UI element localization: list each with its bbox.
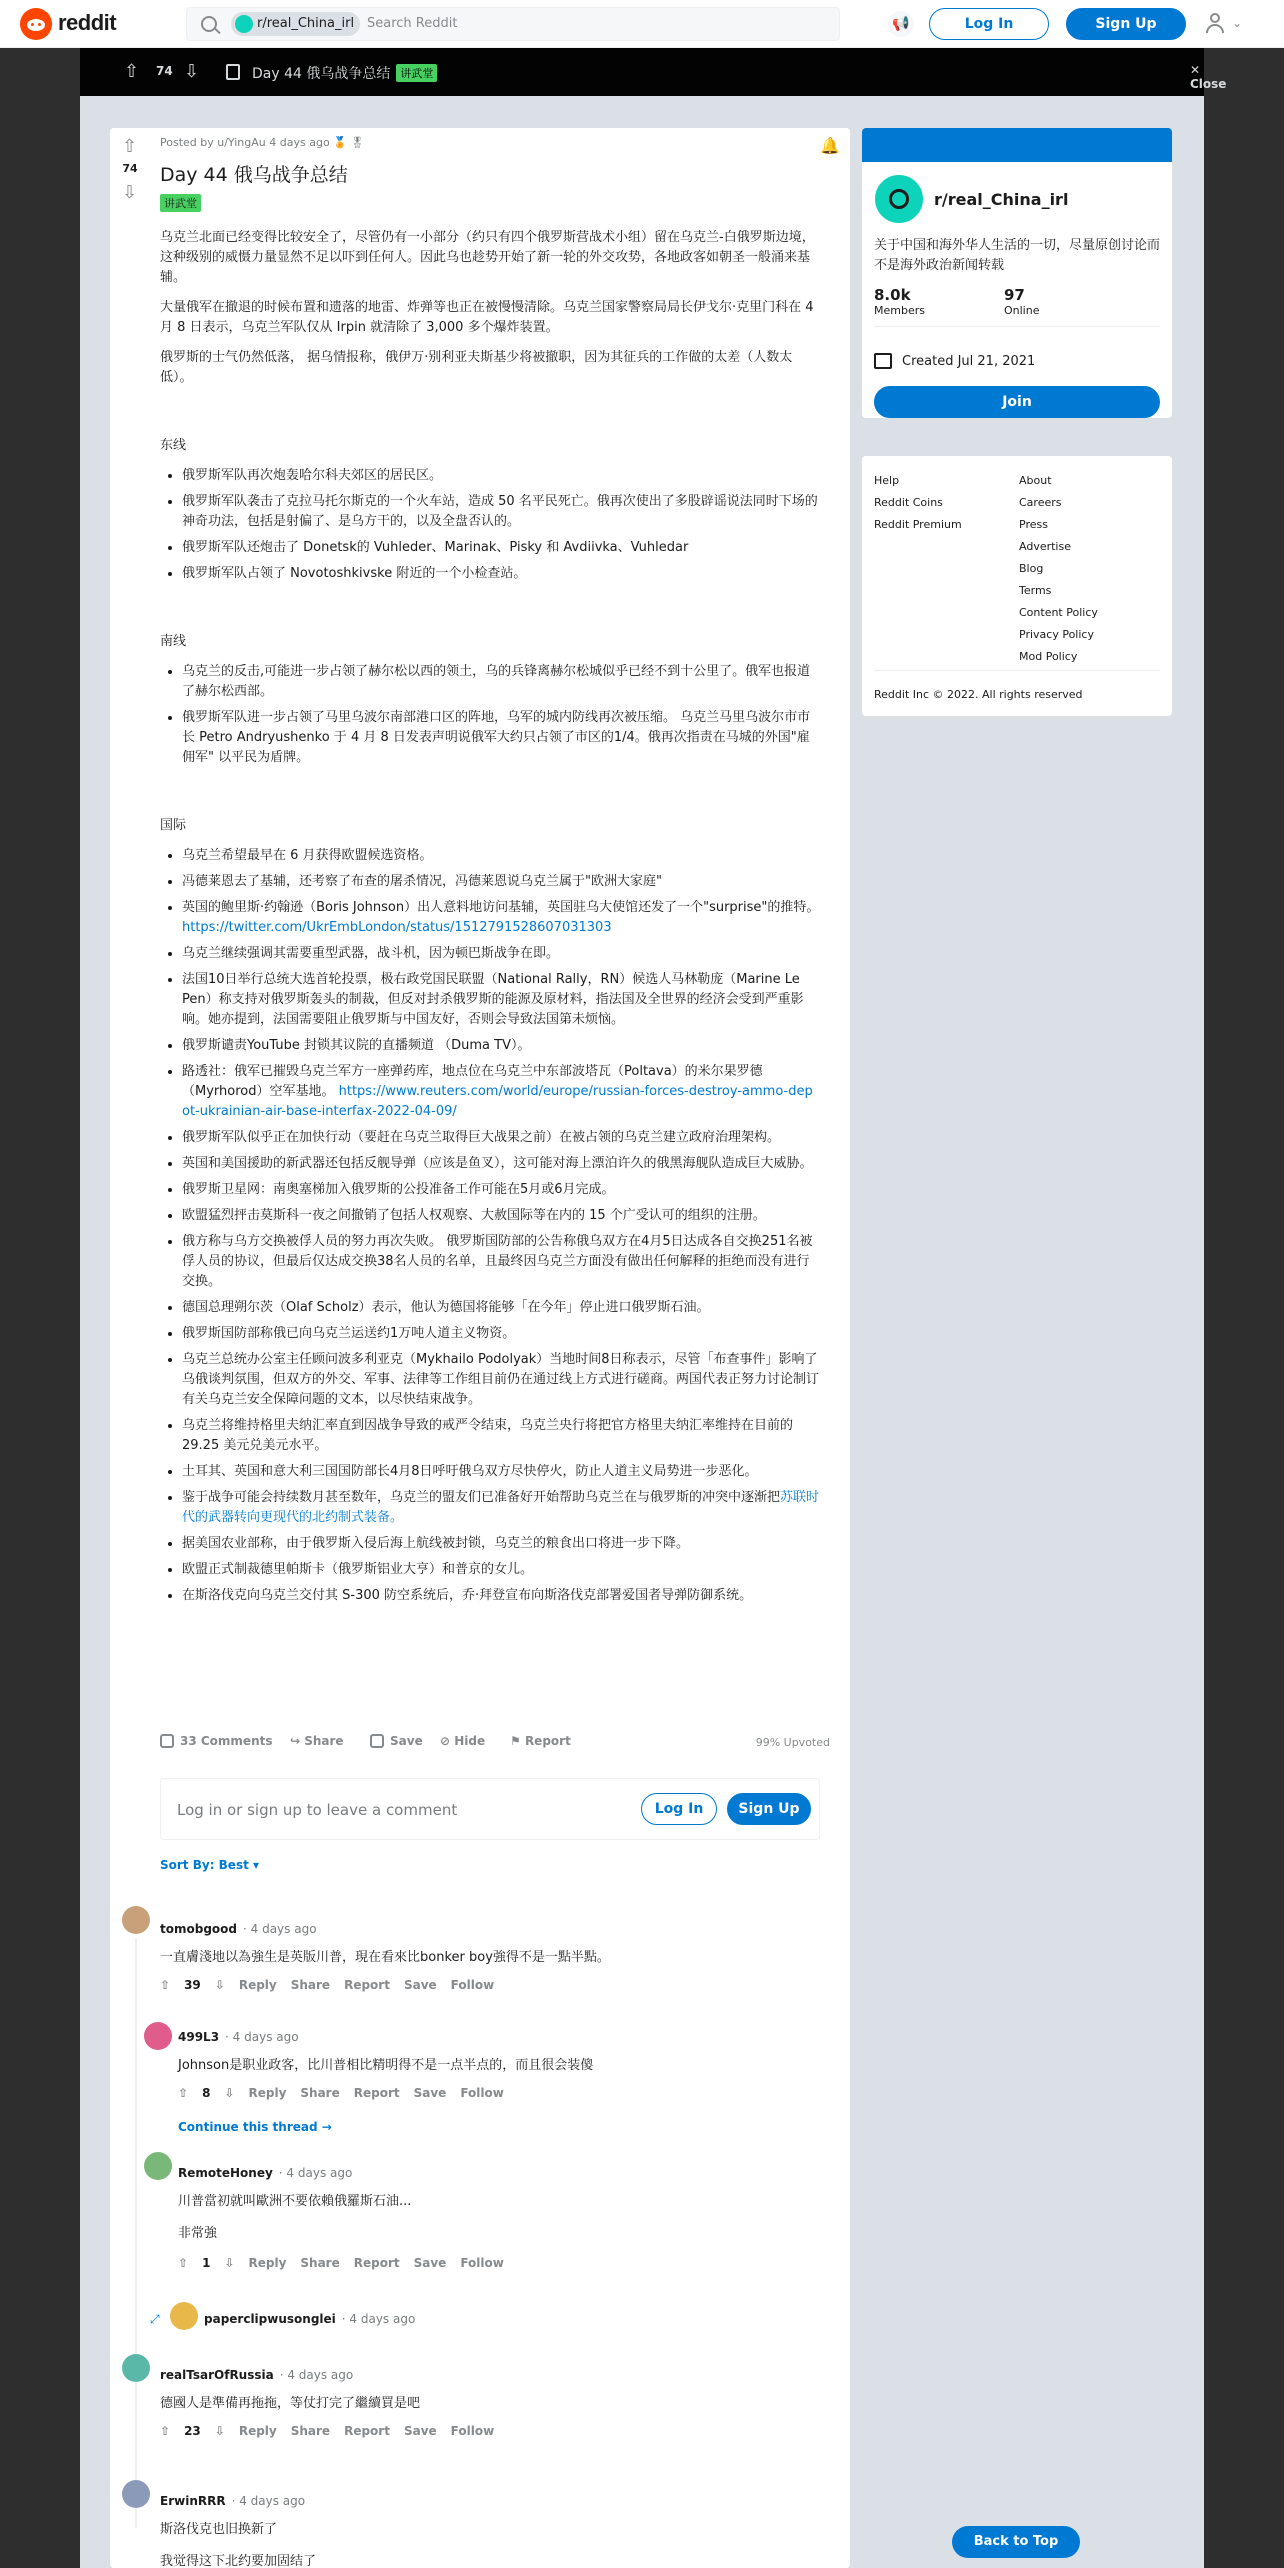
footer-link-blog[interactable]: Blog bbox=[1019, 562, 1044, 575]
list-item-text: 乌克兰总统办公室主任顾问波多利亚克（Mykhailo Podolyak）当地时间8日称表示，尽管「布查事件」影响了乌俄谈判氛围，但双方的外交、军事、法律等工作组目前仍在通过线上方式进行磋商。两国代表正努力讨论制订有关乌克兰安全保障问题的文本，以尽快结束战争。 bbox=[182, 1352, 820, 1407]
comment-text: 一直膚淺地以為強生是英版川普，現在看來比bonker boy強得不是一點半點。 bbox=[160, 1950, 610, 1965]
user-menu-icon[interactable] bbox=[1204, 12, 1226, 34]
comments-button[interactable] bbox=[160, 1734, 273, 1748]
share-button[interactable]: Share bbox=[290, 2424, 331, 2438]
comment-time: · 4 days ago bbox=[341, 2312, 416, 2326]
comment-text: 我觉得这下北约要加固结了 bbox=[160, 2554, 317, 2568]
list-item bbox=[182, 872, 820, 892]
comment-actions bbox=[178, 2086, 518, 2100]
share-button[interactable]: Share bbox=[300, 2086, 340, 2100]
award-icon: 🎖 bbox=[350, 136, 365, 149]
community-name[interactable]: r/real_China_irl bbox=[934, 190, 1069, 209]
comment-text: 川普當初就叫歐洲不要依賴俄羅斯石油... bbox=[178, 2194, 412, 2209]
avatar[interactable] bbox=[144, 2152, 172, 2180]
footer-link-help[interactable]: Help bbox=[874, 474, 900, 487]
list-item bbox=[182, 846, 820, 866]
footer-link-careers[interactable]: Careers bbox=[1019, 496, 1062, 509]
members-label: Members bbox=[874, 304, 925, 317]
footer-link-advertise[interactable]: Advertise bbox=[1019, 540, 1071, 553]
comment-author-name: 499L3 bbox=[178, 2030, 220, 2044]
login-button[interactable]: Log In bbox=[929, 8, 1049, 40]
list-item-text: 俄罗斯国防部称俄已向乌克兰运送约1万吨人道主义物资。 bbox=[182, 1326, 516, 1341]
list-item: • 乌克兰的反击,可能进一步占领了赫尔松以西的领土，乌的兵锋离赫尔松城似乎已经不到十公里了。俄军也报道了赫尔松西部。 bbox=[182, 662, 820, 702]
created-date: Created Jul 21, 2021 bbox=[902, 354, 1036, 369]
list-item bbox=[182, 1154, 820, 1174]
comment-time: · 4 days ago bbox=[225, 2030, 299, 2044]
comment-author[interactable] bbox=[204, 2312, 415, 2326]
upvote-arrow-icon[interactable]: ⇧ bbox=[178, 2086, 189, 2100]
list-item bbox=[182, 1462, 820, 1482]
post-flair[interactable]: 讲武堂 bbox=[160, 194, 201, 212]
search-community-chip[interactable] bbox=[231, 12, 360, 36]
avatar[interactable] bbox=[122, 1906, 150, 1934]
post-meta bbox=[160, 136, 364, 149]
continue-thread-link[interactable]: Continue this thread → bbox=[178, 2120, 332, 2134]
list-item bbox=[182, 970, 820, 1030]
list-item bbox=[182, 1324, 820, 1344]
chevron-down-icon[interactable]: ⌄ bbox=[1232, 16, 1243, 30]
comment-vote-count: 39 bbox=[184, 1978, 201, 1992]
list-item-text: 土耳其、英国和意大利三国国防部长4月8日呼吁俄乌双方尽快停火，防止人道主义局势进一步恶化。 bbox=[182, 1464, 758, 1479]
megaphone-icon[interactable]: 📢 bbox=[888, 11, 914, 37]
thread-line[interactable] bbox=[135, 1938, 137, 2528]
logo-eye bbox=[38, 23, 41, 26]
list-item-text: 俄罗斯军队似乎正在加快行动（要赶在乌克兰取得巨大战果之前）在被占领的乌克兰建立政府治理架构。 bbox=[182, 1130, 781, 1145]
expand-icon[interactable]: ⤢ bbox=[150, 2312, 160, 2326]
comment-time: · 4 days ago bbox=[279, 2368, 354, 2382]
avatar[interactable] bbox=[122, 2480, 150, 2508]
list-item: • 俄罗斯军队还炮击了 Donetsk的 Vuhleder、Marinak、Pisky 和 Avdiivka、Vuhledar bbox=[182, 538, 820, 558]
upvote-arrow-icon[interactable]: ⇧ bbox=[178, 2256, 189, 2270]
search-bar[interactable] bbox=[186, 7, 840, 41]
footer-column bbox=[874, 470, 962, 536]
post-document-icon bbox=[226, 64, 240, 80]
list-item-text: 英国和美国援助的新武器还包括反舰导弹（应该是鱼叉），这可能对海上漂泊许久的俄黑海舰队造成巨大威胁。 bbox=[182, 1156, 813, 1171]
save-button[interactable]: Save bbox=[413, 2086, 447, 2100]
intro-paragraph: 乌克兰北面已经变得比较安全了，尽管仍有一小部分（约只有四个俄罗斯营战术小组）留在乌克兰-白俄罗斯边境，这种级别的威慑力量显然不足以吓到任何人。因此乌也趁势开始了新一轮的外交攻势，各地政客如朝圣一般涌来基辅。 bbox=[160, 230, 815, 285]
members-count: 8.0k bbox=[874, 286, 911, 304]
save-button[interactable]: Save bbox=[413, 2256, 447, 2270]
footer-link-terms[interactable]: Terms bbox=[1019, 584, 1052, 597]
upvote-arrow-icon[interactable]: ⇧ bbox=[160, 1978, 171, 1992]
post-card bbox=[110, 128, 850, 2568]
top-navigation bbox=[0, 0, 1284, 48]
save-button[interactable] bbox=[370, 1734, 423, 1748]
list-item-text: 欧盟猛烈抨击莫斯科一夜之间撤销了包括人权观察、大赦国际等在内的 15 个广受认可的组织的注册。 bbox=[182, 1208, 766, 1223]
hide-label: Hide bbox=[454, 1734, 486, 1748]
post-actions bbox=[160, 1728, 830, 1756]
list-item-text: 路透社：俄军已摧毁乌克兰军方一座弹药库，地点位在乌克兰中东部波塔瓦（Poltava）的米尔果罗德（Myrhorod）空军基地。 bbox=[182, 1064, 763, 1099]
comment-author[interactable] bbox=[160, 1922, 317, 1936]
share-icon: ↪ bbox=[290, 1734, 305, 1748]
search-placeholder: Search Reddit bbox=[367, 16, 458, 31]
upvote-arrow-icon[interactable]: ⇧ bbox=[124, 61, 140, 82]
reddit-logo-icon[interactable] bbox=[20, 8, 52, 40]
report-label: Report bbox=[524, 1734, 571, 1748]
follow-button[interactable]: Follow bbox=[450, 2424, 495, 2438]
share-button[interactable]: Share bbox=[290, 1978, 331, 1992]
list-item-text: 鉴于战争可能会持续数月甚至数年，乌克兰的盟友们已准备好开始帮助乌克兰在与俄罗斯的冲突中逐渐把 bbox=[182, 1490, 781, 1505]
bookmark-icon bbox=[370, 1734, 384, 1748]
comment-text: 斯洛伐克也旧换新了 bbox=[160, 2522, 278, 2537]
logo-face bbox=[27, 19, 45, 31]
section-heading-intl: 国际 bbox=[160, 818, 187, 833]
reply-button[interactable]: Reply bbox=[238, 2424, 277, 2438]
list-item-text: 在斯洛伐克向乌克兰交付其 S-300 防空系统后，乔·拜登宣布向斯洛伐克部署爱国者导弹防御系统。 bbox=[182, 1588, 753, 1603]
downvote-arrow-icon[interactable]: ⇩ bbox=[214, 2424, 225, 2438]
logo-eye bbox=[31, 23, 34, 26]
comment-author[interactable] bbox=[160, 2368, 353, 2382]
south-list bbox=[160, 662, 820, 768]
search-chip-label: r/real_China_irl bbox=[257, 16, 355, 31]
online-count: 97 bbox=[1004, 286, 1025, 304]
post-overlay-bar bbox=[80, 48, 1227, 96]
back-to-top-button[interactable]: Back to Top bbox=[952, 2526, 1080, 2558]
list-item bbox=[182, 898, 820, 938]
comment-text: 德國人是準備再拖拖，等仗打完了繼續買是吧 bbox=[160, 2396, 421, 2411]
save-button[interactable]: Save bbox=[403, 2424, 437, 2438]
vote-count: 74 bbox=[156, 64, 173, 78]
postbar-title bbox=[252, 63, 437, 83]
downvote-arrow-icon[interactable]: ⇩ bbox=[214, 1978, 225, 1992]
list-item-text: 俄罗斯谴责YouTube 封锁其议院的直播频道 （Duma TV）。 bbox=[182, 1038, 531, 1053]
comment-login-prompt: Log in or sign up to leave a comment bbox=[177, 1801, 458, 1819]
comment-actions bbox=[160, 2424, 508, 2438]
intro-paragraph: 大量俄军在撤退的时候布置和遗落的地雷、炸弹等也正在被慢慢清除。乌克兰国家警察局局长伊戈尔·克里门科在 4 月 8 日表示，乌克兰军队仅从 Irpin 就清除了 3,000 多个爆炸装置。 bbox=[160, 300, 814, 335]
comment-text: 非常強 bbox=[178, 2226, 218, 2241]
footer-link-coins[interactable]: Reddit Coins bbox=[874, 496, 943, 509]
community-icon[interactable] bbox=[872, 172, 926, 226]
article-link[interactable]: 苏联时代的武器转向更现代的北约制式装备。 bbox=[182, 1490, 820, 1525]
copyright: Reddit Inc © 2022. All rights reserved bbox=[874, 688, 1083, 701]
comment-icon bbox=[160, 1734, 174, 1748]
list-item-text: 英国的鲍里斯·约翰逊（Boris Johnson）出人意料地访问基辅，英国驻乌大使馆还发了一个"surprise"的推特。 bbox=[182, 900, 820, 915]
comment-text: Johnson是职业政客，比川普相比精明得不是一点半点的，而且很会装傻 bbox=[178, 2058, 594, 2073]
footer-link-premium[interactable]: Reddit Premium bbox=[874, 518, 962, 531]
section-heading-south: 南线 bbox=[160, 634, 187, 649]
list-item bbox=[182, 1560, 820, 1580]
list-item-text: 法国10日举行总统大选首轮投票，极右政党国民联盟（National Rally，RN）候选人马林勒庞（Marine Le Pen）称支持对俄罗斯轰头的制裁，但反对封杀俄罗斯的能源及原材料，指法国及全世界的经济会受到严重影响。她亦提到，法国需要阻止俄罗斯与中国友好，否则会导致法国第未烦恼。 bbox=[182, 972, 804, 1027]
east-list bbox=[160, 466, 820, 584]
join-button[interactable]: Join bbox=[874, 386, 1160, 418]
postbar-title-text: Day 44 俄乌战争总结 bbox=[252, 66, 391, 82]
list-item bbox=[182, 1180, 820, 1200]
hide-button[interactable] bbox=[440, 1734, 485, 1748]
list-item-text: 乌克兰将维持格里夫纳汇率直到因战争导致的戒严令结束，乌克兰央行将把官方格里夫纳汇率维持在目前的 29.25 美元兑美元水平。 bbox=[182, 1418, 794, 1453]
sort-label: Sort By: Best bbox=[160, 1858, 249, 1872]
comment-login-box bbox=[160, 1778, 820, 1840]
community-banner bbox=[862, 128, 1172, 162]
twitter-link[interactable]: https://twitter.com/UkrEmbLondon/status/1512791528607031303 bbox=[182, 920, 612, 935]
report-button[interactable]: Report bbox=[344, 1978, 390, 1992]
community-icon bbox=[235, 15, 253, 33]
downvote-arrow-icon[interactable]: ⇩ bbox=[224, 2086, 235, 2100]
footer-link-about[interactable]: About bbox=[1019, 474, 1052, 487]
close-label: Close bbox=[1190, 77, 1227, 91]
avatar[interactable] bbox=[144, 2022, 172, 2050]
comment-time: · 4 days ago bbox=[243, 1922, 317, 1936]
award-icon: 🏅 bbox=[333, 136, 347, 149]
comment-vote-count: 8 bbox=[202, 2086, 211, 2100]
comment-time: · 4 days ago bbox=[231, 2494, 306, 2508]
list-item bbox=[182, 1416, 820, 1456]
community-description: 关于中国和海外华人生活的一切，尽量原创讨论而不是海外政治新闻转载 bbox=[874, 238, 1161, 273]
chevron-down-icon: ▾ bbox=[253, 1858, 260, 1872]
comment-actions bbox=[178, 2256, 518, 2270]
post-meta-text: Posted by u/YingAu 4 days ago bbox=[160, 136, 330, 149]
footer-column bbox=[1019, 470, 1098, 668]
comment-author[interactable] bbox=[178, 2166, 352, 2180]
avatar[interactable] bbox=[122, 2354, 150, 2382]
list-item bbox=[182, 1350, 820, 1410]
list-item bbox=[182, 1298, 820, 1318]
comment-author-name: ErwinRRR bbox=[160, 2494, 226, 2508]
comment-login-button[interactable]: Log In bbox=[641, 1793, 717, 1825]
list-item-text: 俄方称与乌方交换被俘人员的努力再次失败。 俄罗斯国防部的公告称俄乌双方在4月5日达成各自交换251名被俘人员的协议，但最后仅达成交换38名人员的名单，且最终因乌克兰方面没有做出任何解释的拒绝而没有进行交换。 bbox=[182, 1234, 813, 1289]
list-item bbox=[182, 1232, 820, 1292]
footer-link-press[interactable]: Press bbox=[1019, 518, 1048, 531]
comment-author-name: tomobgood bbox=[160, 1922, 237, 1936]
follow-button[interactable]: Follow bbox=[450, 1978, 495, 1992]
signup-button[interactable]: Sign Up bbox=[1066, 8, 1186, 40]
upvote-ratio: 99% Upvoted bbox=[755, 1736, 830, 1749]
follow-button[interactable]: Follow bbox=[460, 2256, 504, 2270]
list-item-text: 冯德莱恩去了基辅，还考察了布查的屠杀情况，冯德莱恩说乌克兰属于"欧洲大家庭" bbox=[182, 874, 662, 889]
members-stat bbox=[874, 286, 925, 317]
list-item: • 俄罗斯军队进一步占领了马里乌波尔南部港口区的阵地，乌军的城内防线再次被压缩。 乌克兰马里乌波尔市市长 Petro Andryushenko 于 4 月 8 日发表声明说俄军大约只占领了市区的1/4。俄再次指责在马城的外国"雇佣军" 以平民为盾牌。 bbox=[182, 708, 820, 768]
upvote-arrow-icon[interactable]: ⇧ bbox=[122, 136, 138, 157]
flag-icon: ⚑ bbox=[510, 1734, 525, 1748]
hide-icon: ⊘ bbox=[440, 1734, 455, 1748]
user-body bbox=[1206, 24, 1224, 33]
sort-dropdown[interactable] bbox=[160, 1858, 259, 1872]
share-button[interactable] bbox=[290, 1734, 344, 1748]
notification-bell-icon[interactable]: 🔔 bbox=[820, 136, 840, 155]
footer-link-mod-policy[interactable]: Mod Policy bbox=[1019, 650, 1078, 663]
report-button[interactable]: Report bbox=[344, 2424, 390, 2438]
online-label: Online bbox=[1004, 304, 1040, 317]
online-stat bbox=[1004, 286, 1039, 317]
comment-vote-count: 1 bbox=[202, 2256, 211, 2270]
comment-actions bbox=[160, 1978, 508, 1992]
footer-link-content-policy[interactable]: Content Policy bbox=[1019, 606, 1098, 619]
list-item bbox=[182, 1206, 820, 1226]
comment-author[interactable] bbox=[178, 2030, 299, 2044]
footer-card bbox=[862, 456, 1172, 716]
search-icon bbox=[201, 16, 217, 32]
user-head bbox=[1210, 13, 1220, 23]
footer-link-privacy-policy[interactable]: Privacy Policy bbox=[1019, 628, 1094, 641]
downvote-arrow-icon[interactable]: ⇩ bbox=[184, 61, 200, 82]
downvote-arrow-icon[interactable]: ⇩ bbox=[224, 2256, 235, 2270]
list-item bbox=[182, 1586, 820, 1606]
post-body bbox=[160, 228, 820, 1612]
report-button[interactable]: Report bbox=[353, 2256, 400, 2270]
share-button[interactable]: Share bbox=[300, 2256, 340, 2270]
comment-time: · 4 days ago bbox=[278, 2166, 353, 2180]
list-item-text: 欧盟正式制裁德里帕斯卡（俄罗斯铝业大亨）和普京的女儿。 bbox=[182, 1562, 534, 1577]
save-label: Save bbox=[390, 1734, 423, 1748]
divider bbox=[874, 670, 1160, 671]
report-button[interactable] bbox=[510, 1734, 571, 1748]
upvote-arrow-icon[interactable]: ⇧ bbox=[160, 2424, 171, 2438]
comment-author-name: realTsarOfRussia bbox=[160, 2368, 274, 2382]
downvote-arrow-icon[interactable]: ⇩ bbox=[122, 182, 138, 203]
list-item bbox=[182, 1488, 820, 1528]
post-vote-count: 74 bbox=[122, 162, 138, 175]
list-item-text: 据美国农业部称，由于俄罗斯入侵后海上航线被封锁，乌克兰的粮食出口将进一步下降。 bbox=[182, 1536, 690, 1551]
section-heading-east: 东线 bbox=[160, 438, 187, 453]
intl-list bbox=[160, 846, 820, 1606]
list-item bbox=[182, 944, 820, 964]
list-item bbox=[182, 1534, 820, 1554]
comments-label: 33 Comments bbox=[180, 1734, 273, 1748]
share-label: Share bbox=[304, 1734, 344, 1748]
report-button[interactable]: Report bbox=[353, 2086, 400, 2100]
list-item: • 俄罗斯军队占领了 Novotoshkivske 附近的一个小检查站。 bbox=[182, 564, 820, 584]
list-item-text: 德国总理朔尔茨（Olaf Scholz）表示，他认为德国将能够「在今年」停止进口俄罗斯石油。 bbox=[182, 1300, 710, 1315]
divider bbox=[874, 326, 1160, 327]
list-item-text: 俄罗斯卫星网：南奥塞梯加入俄罗斯的公投准备工作可能在5月或6月完成。 bbox=[182, 1182, 615, 1197]
community-card bbox=[862, 128, 1172, 418]
close-button[interactable]: ✕ Close bbox=[1190, 63, 1227, 91]
cake-icon bbox=[874, 353, 892, 369]
list-item: • 俄罗斯军队袭击了克拉马托尔斯克的一个火车站，造成 50 名平民死亡。俄再次使出了多股辟谣说法同时下场的神奇功法，包括是射偏了、是乌方干的，以及全盘否认的。 bbox=[182, 492, 820, 532]
reddit-wordmark[interactable]: reddit bbox=[58, 10, 117, 35]
comment-author[interactable] bbox=[160, 2494, 305, 2508]
list-item: • 俄罗斯军队再次炮轰哈尔科夫郊区的居民区。 bbox=[182, 466, 820, 486]
list-item-text: 乌克兰继续强调其需要重型武器，战斗机，因为顿巴斯战争在即。 bbox=[182, 946, 560, 961]
comment-author-name: paperclipwusonglei bbox=[204, 2312, 336, 2326]
comment-author-name: RemoteHoney bbox=[178, 2166, 273, 2180]
community-icon-glyph bbox=[889, 189, 909, 209]
list-item bbox=[182, 1128, 820, 1148]
post-title: Day 44 俄乌战争总结 bbox=[160, 164, 348, 186]
reply-button[interactable]: Reply bbox=[248, 2256, 287, 2270]
reply-button[interactable]: Reply bbox=[238, 1978, 277, 1992]
list-item bbox=[182, 1036, 820, 1056]
list-item-text: 乌克兰希望最早在 6 月获得欧盟候选资格。 bbox=[182, 848, 433, 863]
reuters-link[interactable]: https://www.reuters.com/world/europe/russian-forces-destroy-ammo-depot-ukrainian-air-base-interfax-2022-04-09/ bbox=[182, 1084, 813, 1119]
reply-button[interactable]: Reply bbox=[248, 2086, 287, 2100]
list-item bbox=[182, 1062, 820, 1122]
save-button[interactable]: Save bbox=[403, 1978, 437, 1992]
avatar[interactable] bbox=[170, 2302, 198, 2330]
postbar-flair: 讲武堂 bbox=[396, 64, 437, 82]
intro-paragraph: 俄罗斯的士气仍然低落， 据乌情报称，俄伊万·别利亚夫斯基少将被撤职，因为其征兵的工作做的太差（人数太低）。 bbox=[160, 350, 793, 385]
comment-signup-button[interactable]: Sign Up bbox=[727, 1793, 811, 1825]
follow-button[interactable]: Follow bbox=[460, 2086, 504, 2100]
comment-vote-count: 23 bbox=[184, 2424, 201, 2438]
